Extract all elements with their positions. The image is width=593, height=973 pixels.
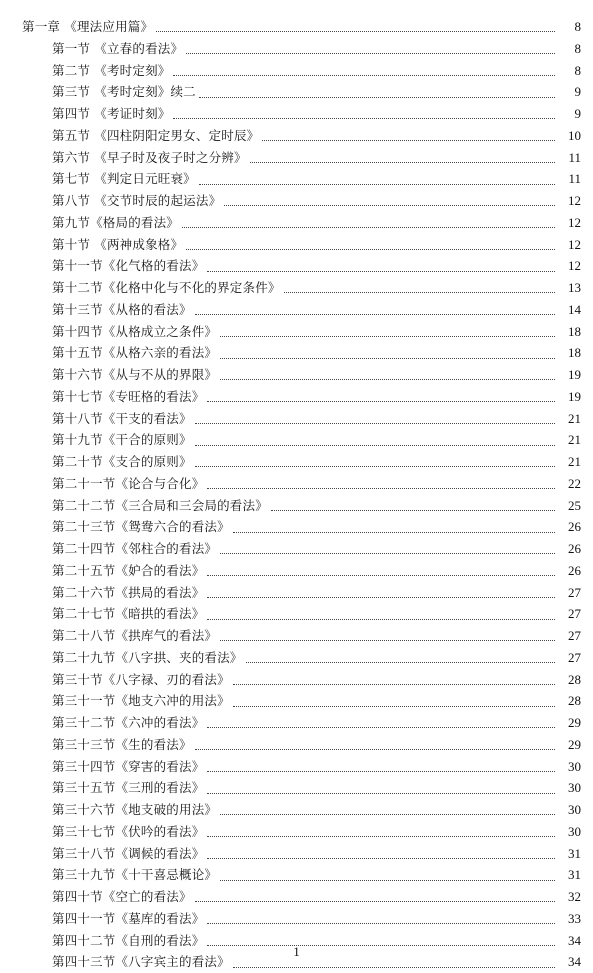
- toc-section-row[interactable]: [0, 516, 593, 538]
- toc-entry-title: 第三十四节《穿害的看法》: [52, 758, 205, 774]
- toc-entry-title: 第十六节《从与不从的界限》: [52, 367, 218, 382]
- dot-leader: [271, 510, 555, 511]
- toc-entry-title: 第二十五节《妒合的看法》: [52, 562, 205, 578]
- toc-entry-page: 12: [568, 236, 581, 252]
- toc-section-row[interactable]: [0, 473, 593, 495]
- toc-entry-title: 第三十六节《地支破的用法》: [52, 802, 218, 817]
- toc-section-row[interactable]: [0, 603, 593, 625]
- dot-leader: [220, 553, 555, 554]
- dot-leader: [207, 923, 555, 924]
- toc-entry-title: 第九节《格局的看法》: [52, 214, 180, 230]
- table-of-contents: [0, 16, 593, 973]
- dot-leader: [220, 814, 555, 815]
- toc-entry-page: 30: [568, 823, 581, 839]
- toc-entry-page: 28: [568, 671, 581, 687]
- toc-section-row[interactable]: [0, 625, 593, 647]
- toc-section-row[interactable]: [0, 777, 593, 799]
- toc-section-row[interactable]: [0, 451, 593, 473]
- dot-leader: [207, 793, 555, 794]
- toc-entry-title: 第四十节《空亡的看法》: [52, 889, 192, 904]
- toc-entry-page: 19: [568, 367, 581, 382]
- toc-entry-page: 26: [568, 541, 581, 556]
- toc-entry-page: 12: [568, 214, 581, 230]
- toc-entry-page: 34: [568, 932, 581, 948]
- dot-leader: [284, 292, 555, 293]
- toc-section-row[interactable]: [0, 277, 593, 299]
- toc-entry-title: 第二十八节《拱库气的看法》: [52, 628, 218, 643]
- toc-section-row[interactable]: [0, 821, 593, 843]
- toc-section-row[interactable]: [0, 843, 593, 865]
- toc-section-row[interactable]: [0, 886, 593, 908]
- toc-section-row[interactable]: [0, 168, 593, 190]
- toc-entry-page: 29: [568, 715, 581, 730]
- dot-leader: [246, 662, 555, 663]
- toc-entry-title: 第四十二节《自刑的看法》: [52, 932, 205, 948]
- dot-leader: [195, 423, 555, 424]
- toc-entry-page: 19: [568, 388, 581, 404]
- toc-section-row[interactable]: [0, 799, 593, 821]
- toc-section-row[interactable]: [0, 38, 593, 60]
- dot-leader: [207, 488, 555, 489]
- toc-section-row[interactable]: [0, 321, 593, 343]
- dot-leader: [220, 379, 555, 380]
- toc-entry-page: 18: [568, 345, 581, 361]
- dot-leader: [207, 836, 555, 837]
- toc-entry-page: 21: [568, 410, 581, 426]
- toc-section-row[interactable]: [0, 908, 593, 930]
- toc-entry-title: 第十七节《专旺格的看法》: [52, 388, 205, 404]
- toc-entry-page: 25: [568, 497, 581, 513]
- toc-entry-title: 第三十节《八字禄、刃的看法》: [52, 671, 230, 687]
- toc-entry-page: 8: [574, 62, 581, 78]
- dot-leader: [199, 97, 555, 98]
- toc-entry-page: 33: [568, 910, 581, 926]
- toc-entry-title: 第十二节《化格中化与不化的界定条件》: [52, 280, 281, 295]
- toc-entry-page: 30: [568, 802, 581, 817]
- toc-entry-page: 12: [568, 258, 581, 274]
- dot-leader: [195, 314, 555, 315]
- toc-section-row[interactable]: [0, 81, 593, 103]
- dot-leader: [195, 466, 555, 467]
- toc-entry-page: 21: [568, 432, 581, 448]
- toc-entry-page: 27: [568, 584, 581, 600]
- dot-leader: [220, 880, 555, 881]
- toc-entry-page: 30: [568, 780, 581, 796]
- toc-entry-page: 12: [568, 193, 581, 208]
- dot-leader: [224, 205, 555, 206]
- dot-leader: [173, 75, 555, 76]
- toc-entry-title: 第十四节《从格成立之条件》: [52, 323, 218, 339]
- toc-entry-page: 32: [568, 889, 581, 904]
- toc-section-row[interactable]: [0, 103, 593, 125]
- toc-section-row[interactable]: [0, 147, 593, 169]
- toc-entry-title: 第四十三节《八字宾主的看法》: [52, 954, 230, 970]
- dot-leader: [233, 532, 555, 533]
- toc-entry-title: 第二十四节《邻柱合的看法》: [52, 541, 218, 556]
- toc-entry-page: 28: [568, 693, 581, 709]
- toc-entry-title: 第十八节《干支的看法》: [52, 410, 192, 426]
- toc-entry-title: 第四节 《考证时刻》: [52, 106, 171, 121]
- toc-entry-title: 第三十八节《调候的看法》: [52, 845, 205, 861]
- toc-entry-title: 第二十一节《论合与合化》: [52, 475, 205, 491]
- toc-section-row[interactable]: [0, 255, 593, 277]
- toc-section-row[interactable]: [0, 429, 593, 451]
- toc-section-row[interactable]: [0, 364, 593, 386]
- toc-entry-title: 第二节 《考时定刻》: [52, 62, 171, 78]
- toc-entry-page: 11: [568, 149, 581, 165]
- toc-entry-title: 第三节 《考时定刻》续二: [52, 84, 196, 100]
- toc-section-row[interactable]: [0, 864, 593, 886]
- toc-entry-title: 第十五节《从格六亲的看法》: [52, 345, 218, 361]
- toc-entry-title: 第二十节《支合的原则》: [52, 454, 192, 469]
- toc-section-row[interactable]: [0, 669, 593, 691]
- toc-entry-page: 9: [574, 106, 581, 121]
- dot-leader: [262, 140, 555, 141]
- toc-entry-page: 27: [568, 606, 581, 622]
- toc-entry-title: 第二十二节《三合局和三会局的看法》: [52, 497, 268, 513]
- toc-entry-page: 18: [568, 323, 581, 339]
- toc-entry-page: 9: [574, 84, 581, 100]
- toc-entry-page: 31: [568, 867, 581, 883]
- dot-leader: [195, 445, 555, 446]
- dot-leader: [233, 684, 555, 685]
- toc-entry-title: 第三十七节《伏吟的看法》: [52, 823, 205, 839]
- toc-section-row[interactable]: [0, 495, 593, 517]
- toc-entry-title: 第十三节《从格的看法》: [52, 301, 192, 317]
- dot-leader: [250, 162, 555, 163]
- dot-leader: [182, 227, 555, 228]
- page-number: 1: [293, 944, 300, 959]
- toc-entry-page: 8: [574, 19, 581, 34]
- toc-entry-title: 第三十九节《十干喜忌概论》: [52, 867, 218, 883]
- dot-leader: [220, 640, 555, 641]
- dot-leader: [156, 31, 555, 32]
- toc-entry-title: 第一章 《理法应用篇》: [22, 19, 154, 34]
- toc-entry-page: 21: [568, 454, 581, 469]
- dot-leader: [195, 901, 555, 902]
- toc-entry-title: 第十一节《化气格的看法》: [52, 258, 205, 274]
- dot-leader: [207, 858, 555, 859]
- toc-entry-title: 第七节 《判定日元旺衰》: [52, 171, 196, 187]
- toc-entry-page: 26: [568, 562, 581, 578]
- dot-leader: [233, 967, 555, 968]
- dot-leader: [186, 249, 555, 250]
- toc-chapter-row[interactable]: [0, 16, 593, 38]
- dot-leader: [207, 597, 555, 598]
- toc-entry-title: 第八节 《交节时辰的起运法》: [52, 193, 222, 208]
- dot-leader: [220, 358, 555, 359]
- toc-section-row[interactable]: [0, 299, 593, 321]
- toc-entry-page: 26: [568, 519, 581, 535]
- dot-leader: [186, 53, 555, 54]
- toc-entry-title: 第五节 《四柱阴阳定男女、定时辰》: [52, 127, 260, 143]
- toc-entry-title: 第三十五节《三刑的看法》: [52, 780, 205, 796]
- toc-section-row[interactable]: [0, 756, 593, 778]
- toc-entry-title: 第二十六节《拱局的看法》: [52, 584, 205, 600]
- toc-entry-page: 10: [568, 127, 581, 143]
- toc-entry-page: 13: [568, 280, 581, 295]
- dot-leader: [199, 184, 555, 185]
- toc-section-row[interactable]: [0, 60, 593, 82]
- toc-entry-title: 第六节 《早子时及夜子时之分辨》: [52, 149, 247, 165]
- toc-entry-title: 第二十九节《八字拱、夹的看法》: [52, 649, 243, 665]
- dot-leader: [207, 401, 555, 402]
- toc-entry-title: 第四十一节《墓库的看法》: [52, 910, 205, 926]
- toc-section-row[interactable]: [0, 212, 593, 234]
- dot-leader: [233, 706, 555, 707]
- toc-entry-page: 31: [568, 845, 581, 861]
- toc-entry-title: 第二十七节《暗拱的看法》: [52, 606, 205, 622]
- dot-leader: [207, 619, 555, 620]
- toc-section-row[interactable]: [0, 647, 593, 669]
- toc-entry-title: 第三十一节《地支六冲的用法》: [52, 693, 230, 709]
- toc-section-row[interactable]: [0, 125, 593, 147]
- toc-section-row[interactable]: [0, 560, 593, 582]
- dot-leader: [195, 749, 555, 750]
- toc-section-row[interactable]: [0, 408, 593, 430]
- toc-entry-page: 22: [568, 475, 581, 491]
- dot-leader: [207, 771, 555, 772]
- toc-section-row[interactable]: [0, 690, 593, 712]
- dot-leader: [173, 118, 555, 119]
- dot-leader: [220, 336, 555, 337]
- toc-entry-page: 11: [568, 171, 581, 187]
- toc-entry-page: 27: [568, 628, 581, 643]
- toc-entry-title: 第十九节《干合的原则》: [52, 432, 192, 448]
- toc-entry-title: 第三十二节《六冲的看法》: [52, 715, 205, 730]
- toc-entry-page: 14: [568, 301, 581, 317]
- toc-section-row[interactable]: [0, 234, 593, 256]
- dot-leader: [207, 727, 555, 728]
- toc-entry-page: 34: [568, 954, 581, 970]
- toc-section-row[interactable]: [0, 342, 593, 364]
- toc-entry-page: 30: [568, 758, 581, 774]
- toc-section-row[interactable]: [0, 190, 593, 212]
- toc-section-row[interactable]: [0, 582, 593, 604]
- dot-leader: [207, 271, 555, 272]
- toc-entry-page: 27: [568, 649, 581, 665]
- toc-entry-page: 8: [574, 40, 581, 56]
- toc-entry-title: 第二十三节《鸳鸯六合的看法》: [52, 519, 230, 535]
- toc-section-row[interactable]: [0, 538, 593, 560]
- toc-entry-page: 29: [568, 736, 581, 752]
- dot-leader: [207, 575, 555, 576]
- toc-section-row[interactable]: [0, 712, 593, 734]
- toc-section-row[interactable]: [0, 734, 593, 756]
- toc-section-row[interactable]: [0, 386, 593, 408]
- toc-entry-title: 第十节 《两神成象格》: [52, 236, 184, 252]
- toc-entry-title: 第一节 《立春的看法》: [52, 40, 184, 56]
- toc-entry-title: 第三十三节《生的看法》: [52, 736, 192, 752]
